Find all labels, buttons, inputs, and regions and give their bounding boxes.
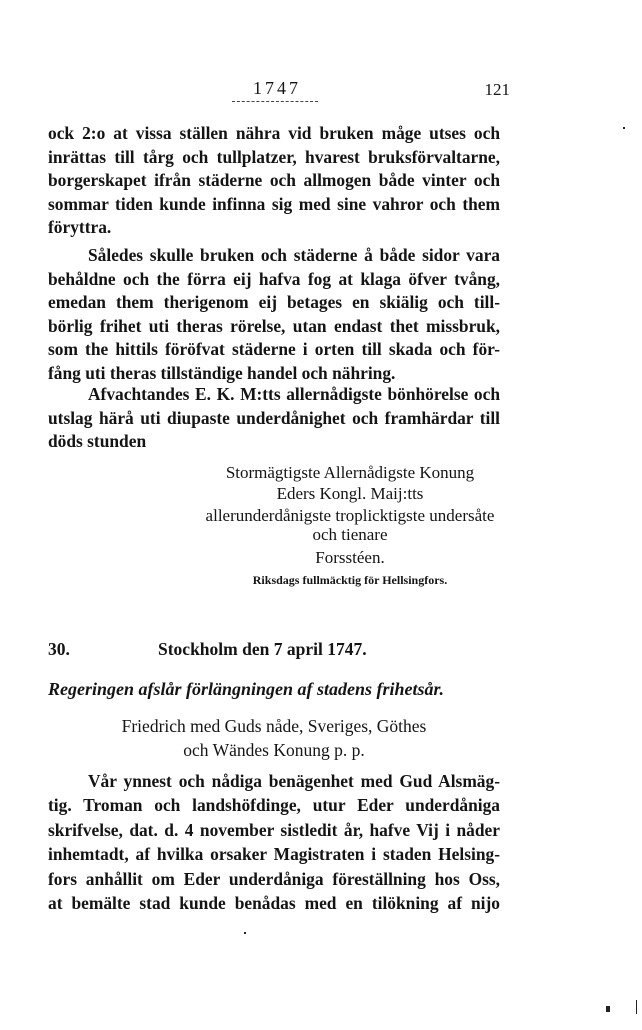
signature-name: Forsstéen. — [315, 548, 385, 567]
text-line: ock 2:o at vissa ställen nähra vid bruken måge utses och — [48, 123, 500, 143]
text-line: Vår ynnest och nådiga benägenhet med Gud Alsmäg- — [88, 771, 500, 791]
text-line: utslag härå uti diupaste underdånighet och framhärdar till — [48, 407, 500, 428]
header-rule — [232, 101, 318, 102]
document-summary: Regeringen afslår förlängningen af stadens frihetsår. — [48, 679, 445, 699]
greeting-line-2: och Wändes Konung p. p. — [183, 740, 365, 760]
paragraph-2 — [48, 244, 500, 386]
text-line: emedan them therigenom eij betages en skiälig och till- — [48, 292, 500, 313]
scan-speck — [606, 1006, 610, 1012]
scan-speck — [244, 932, 246, 934]
text-line: Således skulle bruken och städerne å både sidor vara — [88, 245, 500, 265]
text-line: föryttra. — [48, 217, 112, 238]
text-line: Afvachtandes E. K. M:tts allernådigste bönhörelse och — [88, 384, 500, 404]
signature-title: Riksdags fullmäcktig för Hellsingfors. — [252, 573, 448, 587]
paragraph-1 — [48, 122, 500, 240]
text-line: fors anhållit om Eder underdåniga föreställning hos Oss, — [48, 868, 500, 889]
text-line: börlig frihet uti theras rörelse, utan endast thet missbruk, — [48, 315, 500, 336]
text-line: behåldne och the förra eij hafva fog at klaga öfver tvång, — [48, 268, 500, 289]
scan-edge-mark — [636, 1000, 637, 1014]
document-number: 30. — [48, 639, 70, 659]
text-line: borgerskapet ifrån städerne och allmogen både vinter och — [48, 170, 500, 191]
text-line: inhemtadt, af hvilka orsaker Magistraten i staden Helsing- — [48, 844, 500, 865]
paragraph-3 — [48, 383, 500, 454]
letter-body — [48, 769, 500, 915]
text-line: som the hittils föröfvat städerne i orten till skada och för- — [48, 339, 500, 360]
text-line: döds stunden — [48, 431, 147, 452]
signature-line-3: allerunderdånigste troplicktigste undersåte — [205, 506, 495, 525]
scan-speck — [623, 127, 625, 129]
text-line: at bemälte stad kunde benådas med en tilökning af nijo — [48, 893, 500, 914]
running-header-year: 1747 — [253, 78, 301, 98]
signature-line-4: och tienare — [312, 525, 388, 544]
text-line: fång uti theras tillständige handel och nähring. — [48, 362, 396, 383]
document-heading: Stockholm den 7 april 1747. — [158, 639, 367, 659]
text-line: skrifvelse, dat. d. 4 november sistledit år, hafve Vij i nåder — [48, 819, 500, 840]
greeting-line-1: Friedrich med Guds nåde, Sveriges, Göthes — [121, 716, 427, 736]
page-number: 121 — [484, 80, 510, 99]
text-line: tig. Troman och landshöfdinge, utur Eder underdåniga — [48, 795, 500, 816]
signature-line-2: Eders Kongl. Maij:tts — [276, 484, 424, 503]
text-line: sommar tiden kunde infinna sig med sine vahror och them — [48, 193, 500, 214]
text-line: inrättas till tårg och tullplatzer, hvarest bruksförvaltarne, — [48, 146, 500, 167]
signature-salutation: Stormägtigste Allernådigste Konung — [225, 463, 475, 482]
signature-title-wrap — [150, 569, 550, 590]
